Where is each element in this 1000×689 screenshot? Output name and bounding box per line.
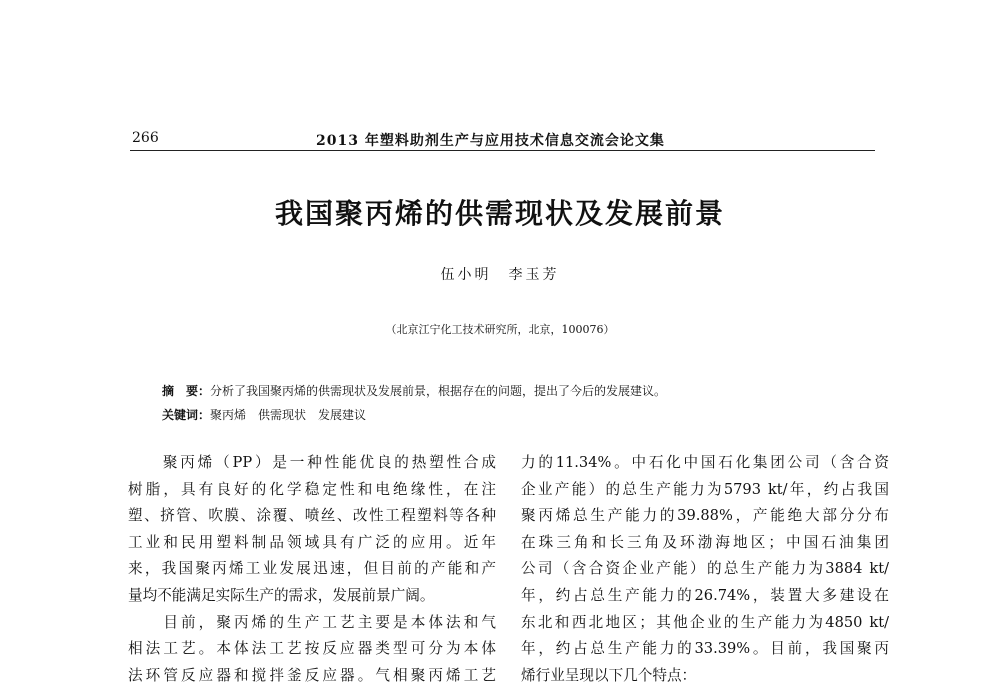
keywords-text: 聚丙烯 供需现状 发展建议: [210, 408, 367, 422]
abstract-label: 摘 要：: [162, 384, 211, 398]
body-line: 相法工艺。本体法工艺按反应器类型可分为本体: [128, 640, 496, 658]
body-line: 树脂，具有良好的化学稳定性和电绝缘性，在注: [128, 480, 496, 498]
body-line: 来，我国聚丙烯工业发展迅速，但目前的产能和产: [128, 560, 496, 578]
body-line: 塑、挤管、吹膜、涂覆、喷丝、改性工程塑料等各种: [128, 507, 496, 525]
abstract: [162, 382, 666, 399]
body-line: 工业和民用塑料制品领域具有广泛的应用。近年: [128, 533, 496, 551]
body-line: 量均不能满足实际生产的需求，发展前景广阔。: [128, 586, 435, 604]
body-line: 力的11.34%。中石化中国石化集团公司（含合资: [521, 454, 889, 471]
body-line: 法环管反应器和搅拌釜反应器。气相聚丙烯工艺: [128, 666, 496, 684]
body-line: 年，约占总生产能力的26.74%，装置大多建设在: [521, 586, 889, 604]
page-number: 266: [132, 130, 159, 146]
body-line: 聚丙烯总生产能力的39.88%，产能绝大部分分布: [521, 507, 889, 525]
authors: 伍小明 李玉芳: [440, 267, 560, 283]
body-left-column: [128, 450, 496, 689]
body-line: 公司（含合资企业产能）的总生产能力为3884 kt/: [521, 560, 889, 578]
header-rule: [130, 150, 875, 151]
running-header: 2013 年塑料助剂生产与应用技术信息交流会论文集: [316, 133, 665, 149]
body-line: 年，约占总生产能力的33.39%。目前，我国聚丙: [521, 640, 889, 658]
body-line: 企业产能）的总生产能力为5793 kt/年，约占我国: [521, 480, 889, 498]
abstract-text: 分析了我国聚丙烯的供需现状及发展前景，根据存在的问题，提出了今后的发展建议。: [210, 384, 667, 398]
body-line: 在珠三角和长三角及环渤海地区；中国石油集团: [521, 533, 889, 551]
keywords-label: 关键词：: [162, 408, 211, 422]
body-line: 东北和西北地区；其他企业的生产能力为4850 kt/: [521, 613, 889, 631]
keywords: [162, 406, 366, 423]
body-line: 目前，聚丙烯的生产工艺主要是本体法和气: [128, 613, 496, 631]
article-title: 我国聚丙烯的供需现状及发展前景: [274, 197, 725, 230]
affiliation: （北京江宁化工技术研究所，北京，100076）: [385, 323, 615, 336]
body-line: 聚丙烯（PP）是一种性能优良的热塑性合成: [128, 454, 496, 471]
body-right-column: [521, 450, 889, 689]
body-line: 烯行业呈现以下几个特点：: [521, 666, 697, 684]
